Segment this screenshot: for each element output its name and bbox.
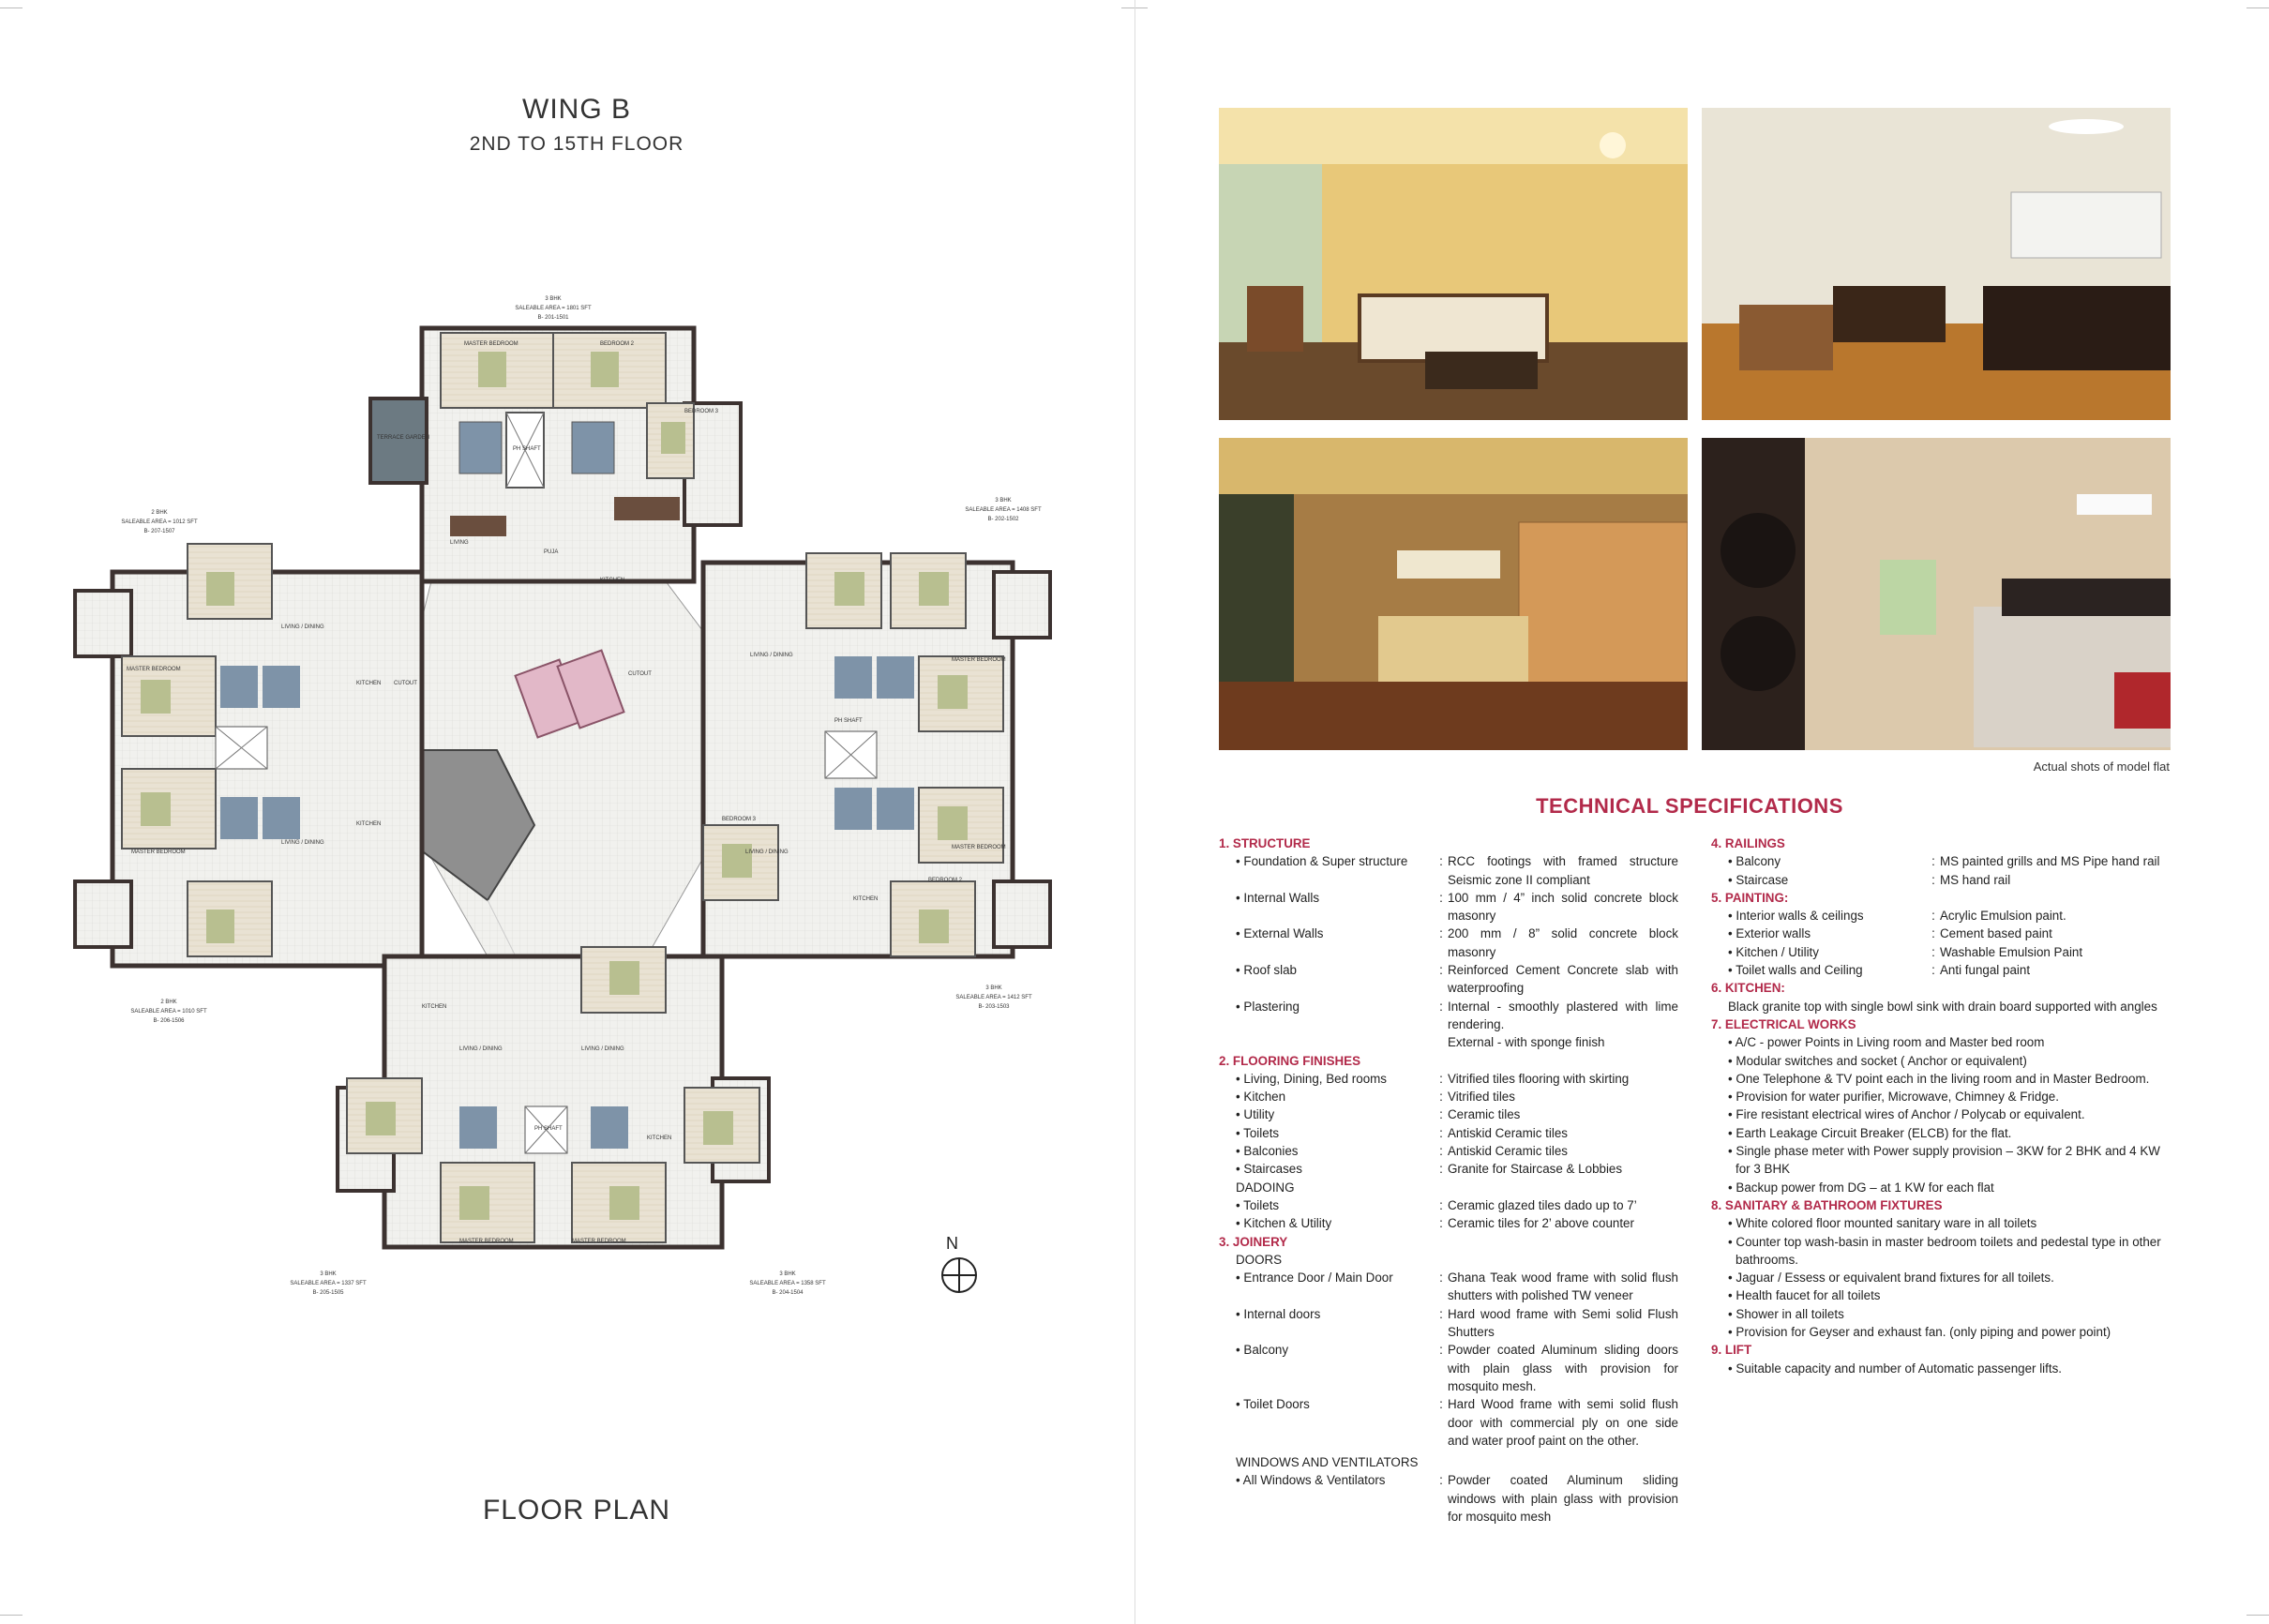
spec-key: • Entrance Door / Main Door: [1236, 1271, 1393, 1286]
spec-row: • Plastering : Internal - smoothly plastered with lime rendering.: [1219, 998, 1678, 1034]
unit-bottom-left-area: SALEABLE AREA = 1337 SFT: [290, 1281, 367, 1286]
unit-bottom: [290, 947, 826, 1296]
electrical-item: • Earth Leakage Circuit Breaker (ELCB) for the flat.: [1728, 1125, 2012, 1140]
photo-caption: Actual shots of model flat: [2033, 759, 2170, 774]
electrical-item: • Backup power from DG – at 1 KW for each flat: [1728, 1180, 1994, 1195]
spec-value: Vitrified tiles flooring with skirting: [1448, 1071, 1630, 1086]
floor-plan-drawing: [47, 263, 1097, 1350]
unit-left-top-code: B- 207-1507: [143, 529, 175, 534]
room-label: BEDROOM 2: [600, 341, 635, 347]
spec-value: MS painted grills and MS Pipe hand rail: [1940, 854, 2160, 869]
crop-mark: [0, 1615, 23, 1616]
unit-bottom-right-area: SALEABLE AREA = 1358 SFT: [749, 1281, 826, 1286]
unit-right-top-type: 3 BHK: [995, 498, 1012, 504]
spec-key: • Balcony: [1236, 1343, 1289, 1358]
room-label: KITCHEN: [356, 821, 382, 827]
spec-column-right: [1711, 835, 2171, 1377]
spec-row: • All Windows & Ventilators : Powder coated Aluminum sliding windows with plain glass with provision for mosquito mesh: [1219, 1471, 1678, 1526]
floor-plan: [47, 263, 1097, 1350]
spec-key: [1219, 1033, 1435, 1051]
unit-bottom-left-type: 3 BHK: [320, 1271, 337, 1277]
unit-left-top-area: SALEABLE AREA = 1012 SFT: [121, 519, 198, 525]
spec-value: Ceramic glazed tiles dado up to 7’: [1448, 1197, 1637, 1212]
spec-value: MS hand rail: [1940, 872, 2011, 887]
spec-title: TECHNICAL SPECIFICATIONS: [1536, 794, 1843, 818]
spec-value: 200 mm / 8” solid concrete block masonry: [1448, 926, 1678, 959]
spec-row: • Interior walls & ceilings : Acrylic Emulsion paint.: [1711, 907, 2171, 925]
room-label: KITCHEN: [853, 896, 879, 902]
electrical-item: • One Telephone & TV point each in the living room and in Master Bedroom.: [1728, 1071, 2150, 1086]
north-label: N: [946, 1234, 958, 1253]
room-label: MASTER BEDROOM: [952, 657, 1006, 663]
section-heading: 7. ELECTRICAL WORKS: [1711, 1016, 1856, 1031]
electrical-item: • Single phase meter with Power supply provision – 3KW for 2 BHK and 4 KW for 3 BHK: [1728, 1144, 2160, 1177]
section-heading: 1. STRUCTURE: [1219, 836, 1311, 850]
spec-row: • Utility : Ceramic tiles: [1219, 1105, 1678, 1123]
electrical-item: • Modular switches and socket ( Anchor or equivalent): [1728, 1053, 2027, 1068]
spec-key: • Toilets: [1236, 1197, 1280, 1212]
spec-row: • Staircase : MS hand rail: [1711, 871, 2171, 889]
spec-value: Hard Wood frame with semi solid flush door with commercial ply on one side and water proof paint on the other.: [1448, 1397, 1678, 1448]
unit-left-bottom-area: SALEABLE AREA = 1010 SFT: [130, 1009, 207, 1015]
spec-key: • Plastering: [1236, 999, 1300, 1014]
spec-value: Antiskid Ceramic tiles: [1448, 1125, 1568, 1140]
unit-right-bottom-code: B- 203-1503: [978, 1004, 1010, 1010]
lift-item: • Suitable capacity and number of Automatic passenger lifts.: [1728, 1361, 2063, 1376]
room-label: BEDROOM 3: [722, 817, 757, 822]
room-label: KITCHEN: [356, 681, 382, 686]
photo-living-kitchen: [1702, 108, 2171, 420]
kitchen-text: Black granite top with single bowl sink with drain board supported with angles: [1728, 999, 2157, 1014]
room-label: PH SHAFT: [534, 1126, 563, 1132]
spec-key: • All Windows & Ventilators: [1236, 1473, 1386, 1488]
room-label: LIVING / DINING: [281, 840, 324, 846]
spec-value: Internal - smoothly plastered with lime rendering.: [1448, 999, 1678, 1031]
room-label: BEDROOM 2: [928, 878, 963, 883]
page-divider: [1134, 0, 1135, 1624]
spec-key: • Toilet walls and Ceiling: [1728, 963, 1863, 978]
spec-key: • Staircases: [1236, 1162, 1302, 1177]
unit-top-code: B- 201-1501: [537, 315, 569, 321]
spec-value: External - with sponge finish: [1448, 1035, 1605, 1050]
spec-key: • Foundation & Super structure: [1236, 854, 1408, 869]
spec-value: Ceramic tiles for 2’ above counter: [1448, 1216, 1634, 1231]
section-heading: 5. PAINTING:: [1711, 890, 1789, 905]
wing-title: WING B: [522, 94, 631, 125]
room-label: MASTER BEDROOM: [952, 845, 1006, 850]
spec-value: Reinforced Cement Concrete slab with waterproofing: [1448, 963, 1678, 996]
spec-row: [1219, 1033, 1678, 1051]
section-heading: 8. SANITARY & BATHROOM FIXTURES: [1711, 1197, 1943, 1212]
sanitary-item: • Provision for Geyser and exhaust fan. (only piping and power point): [1728, 1325, 2111, 1340]
spec-value: Anti fungal paint: [1940, 963, 2031, 978]
unit-top: [370, 296, 741, 583]
spec-row: • Toilet walls and Ceiling : Anti fungal paint: [1711, 961, 2171, 979]
spec-key: • Toilet Doors: [1236, 1397, 1310, 1412]
spec-key: • Utility: [1236, 1107, 1275, 1122]
room-label: KITCHEN: [600, 578, 625, 583]
spec-column-left: [1219, 835, 1678, 1526]
spec-row: • Kitchen / Utility : Washable Emulsion Paint: [1711, 943, 2171, 961]
spec-key: • Balconies: [1236, 1144, 1299, 1159]
room-label: KITCHEN: [647, 1135, 672, 1141]
spec-value: Acrylic Emulsion paint.: [1940, 909, 2066, 924]
sanitary-item: • Counter top wash-basin in master bedroom toilets and pedestal type in other bathrooms.: [1728, 1234, 2161, 1267]
spec-key: • Living, Dining, Bed rooms: [1236, 1071, 1387, 1086]
spec-row: • Toilets : Antiskid Ceramic tiles: [1219, 1124, 1678, 1142]
spec-value: Vitrified tiles: [1448, 1090, 1515, 1105]
room-label: CUTOUT: [394, 681, 417, 686]
spec-row: • Internal Walls : 100 mm / 4” inch solid concrete block masonry: [1219, 889, 1678, 925]
floor-plan-title: FLOOR PLAN: [482, 1495, 671, 1526]
spec-row: • Roof slab : Reinforced Cement Concrete slab with waterproofing: [1219, 961, 1678, 998]
spec-key: • Toilets: [1236, 1125, 1280, 1140]
spec-row: • Internal doors : Hard wood frame with Semi solid Flush Shutters: [1219, 1305, 1678, 1342]
dadoing-label: DADOING: [1236, 1180, 1295, 1195]
section-heading: 2. FLOORING FINISHES: [1219, 1053, 1361, 1068]
unit-left-bottom-type: 2 BHK: [160, 1000, 177, 1005]
room-label: MASTER BEDROOM: [459, 1239, 514, 1244]
room-label: LIVING / DINING: [281, 624, 324, 630]
electrical-item: • Fire resistant electrical wires of Anchor / Polycab or equivalent.: [1728, 1107, 2085, 1122]
spec-key: • Internal Walls: [1236, 890, 1320, 905]
spec-value: Hard wood frame with Semi solid Flush Shutters: [1448, 1306, 1678, 1340]
spec-key: • Exterior walls: [1728, 926, 1811, 941]
spec-value: Ceramic tiles: [1448, 1107, 1521, 1122]
section-heading: 6. KITCHEN:: [1711, 981, 1785, 996]
spec-value: Antiskid Ceramic tiles: [1448, 1144, 1568, 1159]
spec-key: • Kitchen / Utility: [1728, 944, 1819, 959]
spec-row: • Toilet Doors : Hard Wood frame with semi solid flush door with commercial ply on one side and water proof paint on the other.: [1219, 1395, 1678, 1450]
section-heading: 9. LIFT: [1711, 1343, 1752, 1358]
unit-top-area: SALEABLE AREA = 1801 SFT: [515, 306, 592, 311]
unit-right-bottom-type: 3 BHK: [985, 985, 1002, 991]
room-label: PH SHAFT: [834, 718, 863, 724]
room-label: MASTER BEDROOM: [572, 1239, 626, 1244]
unit-right-top-code: B- 202-1502: [987, 517, 1019, 522]
spec-value: 100 mm / 4” inch solid concrete block masonry: [1448, 890, 1678, 924]
unit-left: [75, 510, 422, 1024]
photo-bedroom-wardrobe: [1219, 438, 1688, 750]
unit-bottom-right-code: B- 204-1504: [772, 1290, 804, 1296]
spec-row: • Balcony : MS painted grills and MS Pipe hand rail: [1711, 852, 2171, 870]
spec-value: Washable Emulsion Paint: [1940, 944, 2083, 959]
spec-key: • Interior walls & ceilings: [1728, 909, 1864, 924]
electrical-item: • Provision for water purifier, Microwave, Chimney & Fridge.: [1728, 1090, 2059, 1105]
spec-row: • Living, Dining, Bed rooms : Vitrified tiles flooring with skirting: [1219, 1070, 1678, 1088]
unit-right-bottom-area: SALEABLE AREA = 1412 SFT: [955, 995, 1032, 1000]
spec-value: Granite for Staircase & Lobbies: [1448, 1162, 1623, 1177]
photo-living-room: [1219, 108, 1688, 420]
spec-key: • Roof slab: [1236, 963, 1297, 978]
room-label: TERRACE GARDEN: [377, 435, 430, 441]
spec-row: • Balcony : Powder coated Aluminum sliding doors with plain glass with provision for mosquito mesh.: [1219, 1341, 1678, 1395]
unit-left-bottom-code: B- 206-1506: [153, 1018, 185, 1024]
spec-key: • Kitchen & Utility: [1236, 1216, 1332, 1231]
room-label: MASTER BEDROOM: [464, 341, 518, 347]
spec-value: Powder coated Aluminum sliding windows with plain glass with provision for mosquito mesh: [1448, 1473, 1678, 1524]
section-heading: 3. JOINERY: [1219, 1234, 1288, 1249]
room-label: LIVING / DINING: [745, 850, 789, 855]
unit-right-top-area: SALEABLE AREA = 1408 SFT: [965, 507, 1042, 513]
crop-mark: [2246, 1615, 2269, 1616]
electrical-item: • A/C - power Points in Living room and Master bed room: [1728, 1035, 2045, 1050]
spec-row: • External Walls : 200 mm / 8” solid concrete block masonry: [1219, 925, 1678, 961]
unit-top-type: 3 BHK: [545, 296, 562, 302]
spec-row: • Staircases : Granite for Staircase & Lobbies: [1219, 1160, 1678, 1178]
sanitary-item: • White colored floor mounted sanitary ware in all toilets: [1728, 1216, 2037, 1231]
unit-left-top-type: 2 BHK: [151, 510, 168, 516]
spec-row: • Toilets : Ceramic glazed tiles dado up to 7’: [1219, 1196, 1678, 1214]
wing-subtitle: 2ND TO 15TH FLOOR: [469, 133, 684, 155]
spec-value: Powder coated Aluminum sliding doors with plain glass with provision for mosquito mesh.: [1448, 1343, 1678, 1393]
unit-bottom-left-code: B- 205-1505: [312, 1290, 344, 1296]
section-heading: 4. RAILINGS: [1711, 836, 1785, 850]
spec-key: • Internal doors: [1236, 1306, 1321, 1321]
unit-bottom-right-type: 3 BHK: [779, 1271, 796, 1277]
sanitary-item: • Shower in all toilets: [1728, 1306, 1844, 1321]
spec-row: • Kitchen : Vitrified tiles: [1219, 1088, 1678, 1105]
spec-value: Cement based paint: [1940, 926, 2052, 941]
spec-key: • External Walls: [1236, 926, 1324, 941]
room-label: PH SHAFT: [513, 446, 541, 452]
spec-row: • Balconies : Antiskid Ceramic tiles: [1219, 1142, 1678, 1160]
room-label: MASTER BEDROOM: [127, 667, 181, 672]
spec-key: • Staircase: [1728, 872, 1789, 887]
spec-value: Ghana Teak wood frame with solid flush shutters with polished TW veneer: [1448, 1271, 1678, 1303]
sanitary-item: • Jaguar / Essess or equivalent brand fixtures for all toilets.: [1728, 1271, 2054, 1286]
north-arrow: [933, 1228, 989, 1303]
room-label: BEDROOM 3: [684, 409, 719, 414]
room-label: KITCHEN: [422, 1004, 447, 1010]
spec-row: • Kitchen & Utility : Ceramic tiles for 2’ above counter: [1219, 1214, 1678, 1232]
photo-master-bedroom: [1702, 438, 2171, 750]
room-label: CUTOUT: [628, 671, 652, 677]
spec-row: • Entrance Door / Main Door : Ghana Teak wood frame with solid flush shutters with polished TW veneer: [1219, 1269, 1678, 1305]
windows-label: WINDOWS AND VENTILATORS: [1236, 1455, 1419, 1470]
room-label: LIVING / DINING: [750, 653, 793, 658]
spec-value: RCC footings with framed structure Seismic zone II compliant: [1448, 854, 1678, 887]
spec-key: • Balcony: [1728, 854, 1781, 869]
spec-row: • Foundation & Super structure : RCC footings with framed structure Seismic zone II compliant: [1219, 852, 1678, 889]
room-label: LIVING / DINING: [459, 1046, 503, 1052]
room-label: LIVING: [450, 540, 469, 546]
spec-key: • Kitchen: [1236, 1090, 1286, 1105]
doors-label: DOORS: [1236, 1252, 1283, 1267]
sanitary-item: • Health faucet for all toilets: [1728, 1288, 1881, 1303]
room-label: MASTER BEDROOM: [131, 850, 186, 855]
room-label: PUJA: [544, 549, 559, 555]
room-label: LIVING / DINING: [581, 1046, 624, 1052]
spec-row: • Exterior walls : Cement based paint: [1711, 925, 2171, 942]
